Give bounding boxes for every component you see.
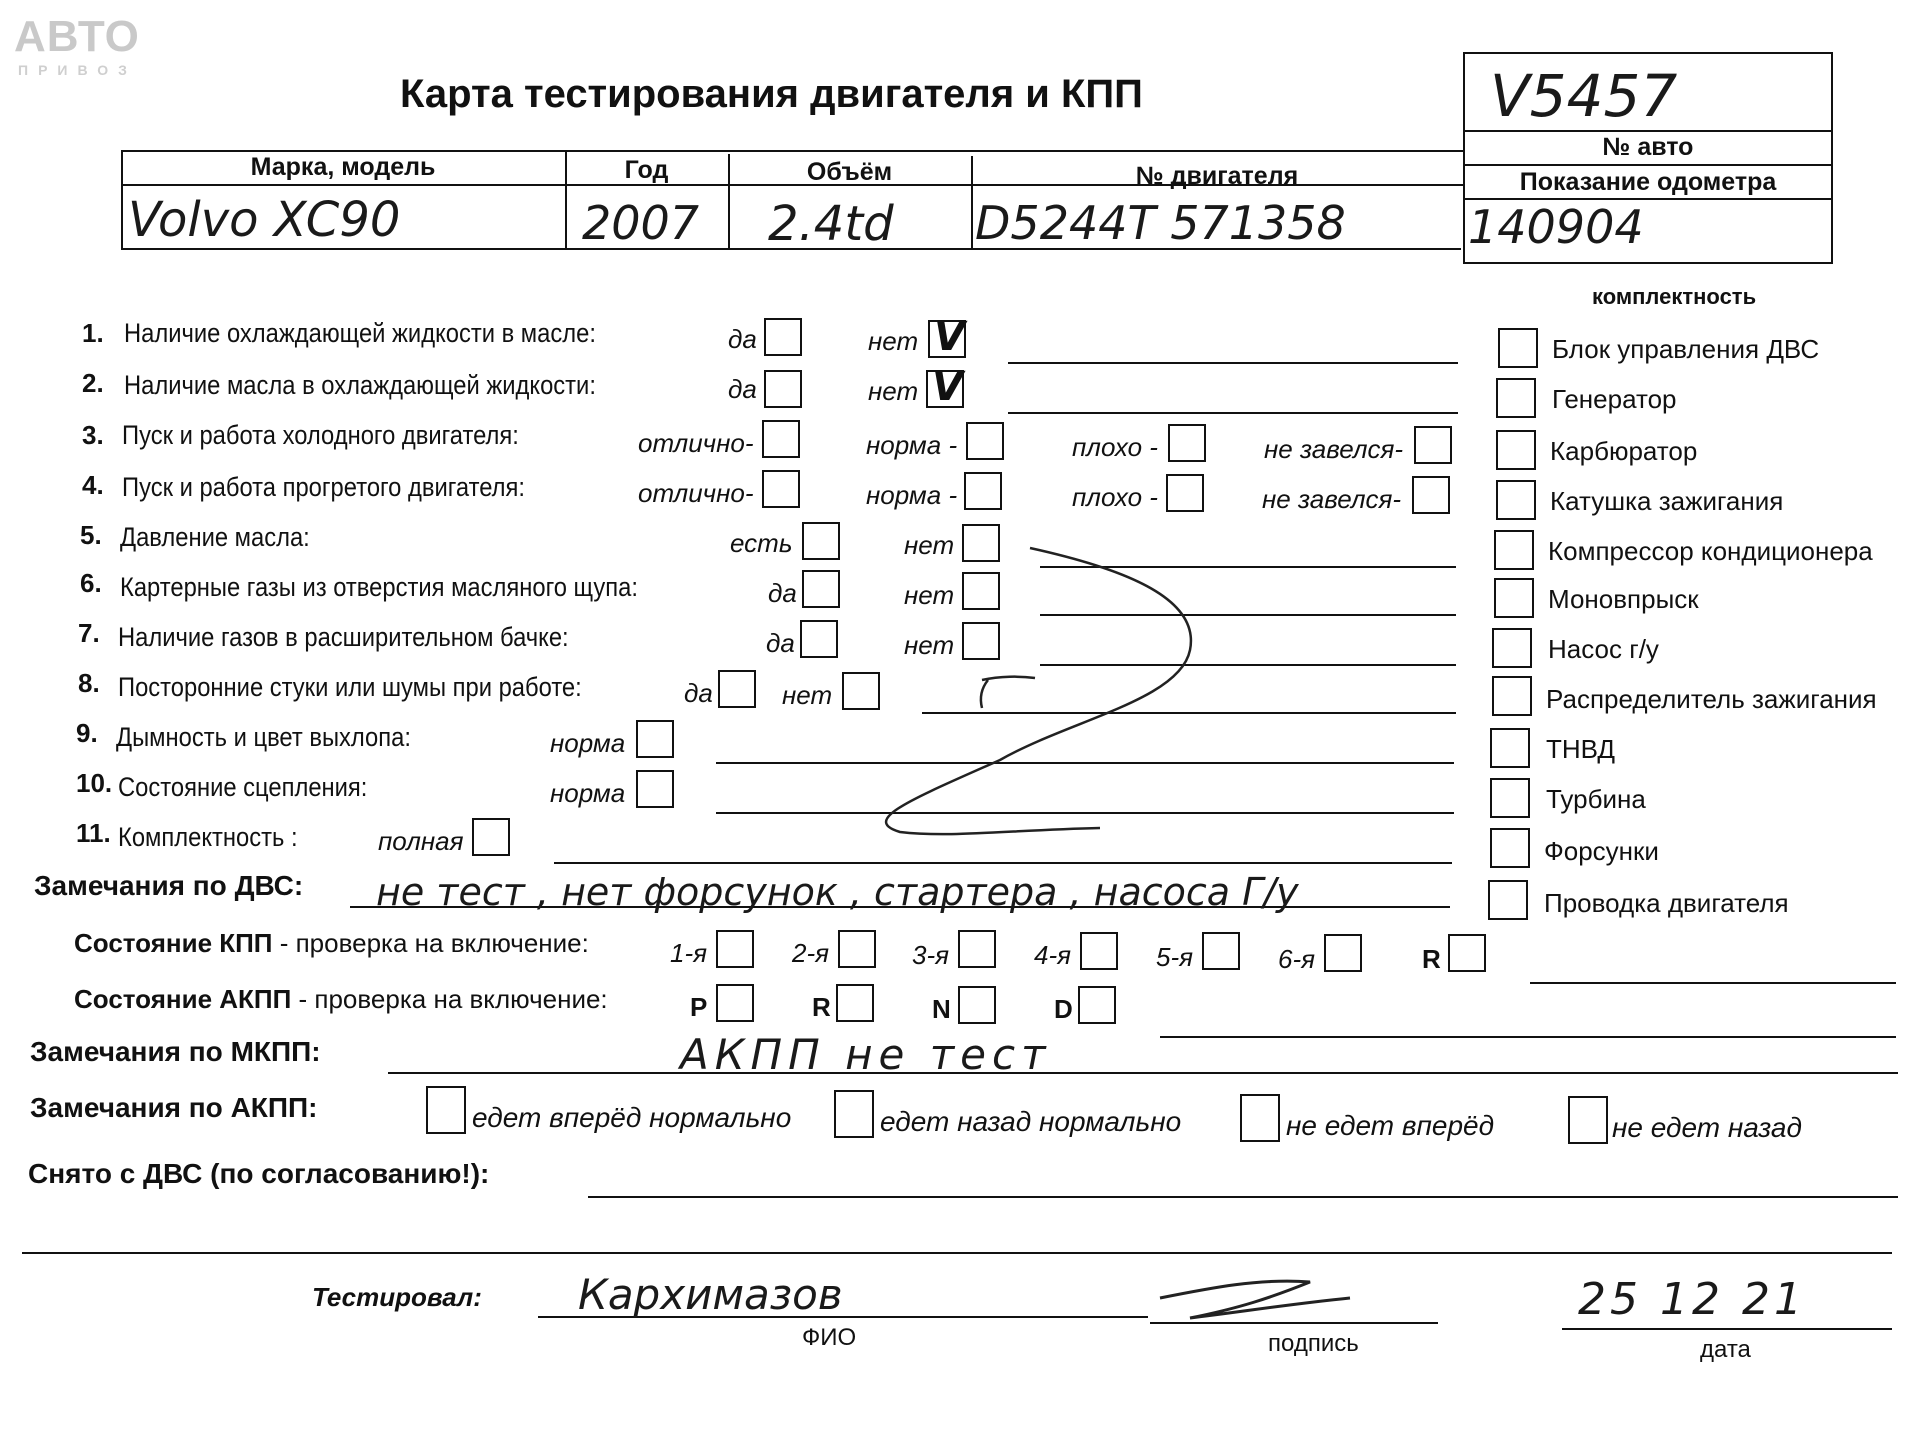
header-odometer-label: Показание одометра: [1519, 168, 1777, 196]
mode-label: P: [690, 992, 708, 1022]
odometer-value: 140904: [1468, 200, 1644, 254]
logo-main-text: АВТО: [14, 12, 140, 61]
akpp-no-forward-checkbox[interactable]: [1240, 1094, 1280, 1142]
remarks-akpp-label: Замечания по АКПП:: [30, 1092, 318, 1123]
gear-r-checkbox[interactable]: [1448, 934, 1486, 972]
question-number: 8.: [78, 668, 100, 698]
checkbox-q5-yes[interactable]: [802, 522, 840, 560]
option-label: да: [728, 324, 757, 354]
option-label: да: [684, 678, 713, 708]
check-mark: V: [934, 314, 965, 360]
komplekt-item: ТНВД: [1546, 734, 1616, 764]
logo-sub-text: ПРИВОЗ: [18, 62, 137, 78]
fio-label: ФИО: [802, 1324, 857, 1351]
checkbox-q1-no[interactable]: [928, 314, 966, 360]
question-text: Давление масла:: [120, 522, 310, 552]
option-label: норма: [550, 728, 626, 758]
checkbox-q11-full[interactable]: [472, 818, 510, 856]
komplekt-checkbox[interactable]: [1490, 728, 1530, 768]
volume-value: 2.4td: [768, 196, 894, 252]
checkbox-q4-no-start[interactable]: [1412, 476, 1450, 514]
checkbox-q7-yes[interactable]: [800, 620, 838, 658]
answer-line: [554, 862, 1452, 864]
logo: [14, 12, 154, 78]
mode-label: R: [812, 992, 831, 1022]
gear-6-checkbox[interactable]: [1324, 934, 1362, 972]
komplekt-item: Проводка двигателя: [1544, 888, 1789, 918]
question-text: Наличие газов в расширительном бачке:: [118, 622, 569, 652]
akpp-label-rest: - проверка на включение:: [291, 984, 608, 1014]
question-text: Состояние сцепления:: [118, 772, 368, 802]
question-number: 1.: [82, 318, 104, 348]
akpp-no-backward-checkbox[interactable]: [1568, 1096, 1608, 1144]
question-text: Картерные газы из отверстия масляного щупа:: [120, 572, 638, 602]
komplekt-checkbox[interactable]: [1492, 628, 1532, 668]
question-text: Комплектность :: [118, 822, 298, 852]
checkbox-q9-normal[interactable]: [636, 720, 674, 758]
komplekt-checkbox[interactable]: [1494, 578, 1534, 618]
option-label: да: [728, 374, 757, 404]
header-engine-label: № двигателя: [1135, 162, 1299, 190]
akpp-option-label: едет назад нормально: [880, 1106, 1182, 1137]
option-label: есть: [730, 528, 793, 558]
checkbox-q2-yes[interactable]: [764, 370, 802, 408]
checkbox-q3-normal[interactable]: [966, 422, 1004, 460]
table-line-top: [121, 150, 1463, 152]
gear-label: 4-я: [1034, 940, 1072, 970]
remarks-mkpp-value: АКПП не тест: [680, 1030, 1052, 1079]
option-label: да: [768, 578, 797, 608]
gear-label: 6-я: [1278, 944, 1316, 974]
akpp-label: [74, 984, 608, 1015]
question-number: 3.: [82, 420, 104, 450]
kpp-label-rest: - проверка на включение:: [272, 928, 589, 958]
page-title: Карта тестирования двигателя и КПП: [400, 72, 1143, 116]
option-label: нет: [782, 680, 833, 710]
strike-squiggle: [870, 540, 1230, 840]
komplekt-checkbox[interactable]: [1492, 676, 1532, 716]
kpp-label: [74, 928, 589, 959]
checkbox-q10-normal[interactable]: [636, 770, 674, 808]
akpp-option-label: не едет назад: [1612, 1112, 1802, 1143]
gear-label: 1-я: [670, 938, 708, 968]
komplekt-item: Катушка зажигания: [1550, 486, 1784, 516]
komplekt-checkbox[interactable]: [1496, 480, 1536, 520]
check-mark: V: [932, 364, 963, 410]
gear-label: 5-я: [1156, 942, 1194, 972]
option-label: норма -: [866, 480, 958, 510]
odometer-box-line: [1463, 130, 1833, 132]
mode-n-checkbox[interactable]: [958, 986, 996, 1024]
gear-label: 2-я: [792, 938, 830, 968]
kpp-label-bold: Состояние КПП: [74, 928, 273, 958]
answer-line: [1008, 412, 1458, 414]
question-text: Наличие охлаждающей жидкости в масле:: [124, 318, 596, 348]
option-label: полная: [378, 826, 464, 856]
engine-no-value: D5244T 571358: [975, 196, 1346, 250]
option-label: отлично-: [638, 428, 754, 458]
gear-1-checkbox[interactable]: [716, 930, 754, 968]
checkbox-q3-bad[interactable]: [1168, 424, 1206, 462]
kpp-line: [1530, 982, 1896, 984]
option-label: отлично-: [638, 478, 754, 508]
komplekt-checkbox[interactable]: [1494, 530, 1534, 570]
mode-p-checkbox[interactable]: [716, 984, 754, 1022]
header-year-label: Год: [624, 156, 669, 184]
checkbox-q3-excellent[interactable]: [762, 420, 800, 458]
question-number: 11.: [76, 818, 111, 848]
komplekt-checkbox[interactable]: [1490, 828, 1530, 868]
question-text: Пуск и работа прогретого двигателя:: [122, 472, 525, 502]
sign-label: подпись: [1268, 1330, 1359, 1357]
checkbox-q4-excellent[interactable]: [762, 470, 800, 508]
gear-label: 3-я: [912, 940, 950, 970]
option-label: не завелся-: [1262, 484, 1402, 514]
checkbox-q4-bad[interactable]: [1166, 474, 1204, 512]
year-value: 2007: [582, 196, 700, 250]
checkbox-q3-no-start[interactable]: [1414, 426, 1452, 464]
remarks-mkpp-line: [388, 1072, 1898, 1074]
question-text: Наличие масла в охлаждающей жидкости:: [124, 370, 596, 400]
signature-mark: [1150, 1268, 1380, 1328]
question-text: Дымность и цвет выхлопа:: [116, 722, 411, 752]
question-number: 4.: [82, 470, 104, 500]
gear-3-checkbox[interactable]: [958, 930, 996, 968]
komplekt-checkbox[interactable]: [1496, 378, 1536, 418]
question-number: 2.: [82, 368, 104, 398]
komplekt-item: Карбюратор: [1550, 436, 1698, 466]
auto-no-value: V5457: [1490, 62, 1678, 130]
option-label: плохо -: [1072, 432, 1158, 462]
option-label: нет: [904, 630, 955, 660]
date-label: дата: [1700, 1336, 1751, 1363]
mode-d-checkbox[interactable]: [1078, 986, 1116, 1024]
checkbox-q4-normal[interactable]: [964, 472, 1002, 510]
option-label: плохо -: [1072, 482, 1158, 512]
akpp-option-label: едет вперёд нормально: [472, 1102, 792, 1133]
answer-line: [1008, 362, 1458, 364]
akpp-label-bold: Состояние АКПП: [74, 984, 292, 1014]
question-number: 5.: [80, 520, 102, 550]
akpp-backward-ok-checkbox[interactable]: [834, 1090, 874, 1138]
option-label: норма -: [866, 430, 958, 460]
question-number: 9.: [76, 718, 98, 748]
komplekt-checkbox[interactable]: [1498, 328, 1538, 368]
gear-5-checkbox[interactable]: [1202, 932, 1240, 970]
checkbox-q6-yes[interactable]: [802, 570, 840, 608]
mode-r-checkbox[interactable]: [836, 984, 874, 1022]
komplekt-item: Насос г/у: [1548, 634, 1659, 664]
question-number: 10.: [76, 768, 113, 798]
option-label: не завелся-: [1264, 434, 1404, 464]
tested-label: Тестировал:: [312, 1282, 482, 1312]
question-text: Посторонние стуки или шумы при работе:: [118, 672, 582, 702]
option-label: нет: [868, 326, 919, 356]
removed-line: [588, 1196, 1898, 1198]
date-line: [1562, 1328, 1892, 1330]
fio-value: Кархимазов: [578, 1270, 843, 1319]
mode-label: N: [932, 994, 951, 1024]
option-label: норма: [550, 778, 626, 808]
checkbox-q1-yes[interactable]: [764, 318, 802, 356]
gear-4-checkbox[interactable]: [1080, 932, 1118, 970]
komplekt-item: Генератор: [1552, 384, 1677, 414]
akpp-line: [1160, 1036, 1896, 1038]
komplekt-title: комплектность: [1592, 284, 1757, 309]
akpp-forward-ok-checkbox[interactable]: [426, 1086, 466, 1134]
remarks-mkpp-label: Замечания по МКПП:: [30, 1036, 321, 1067]
komplekt-item: Турбина: [1546, 784, 1646, 814]
option-label: нет: [904, 530, 955, 560]
checkbox-q8-yes[interactable]: [718, 670, 756, 708]
komplekt-item: Компрессор кондиционера: [1548, 536, 1873, 566]
remarks-dvs-label: Замечания по ДВС:: [34, 870, 304, 901]
komplekt-item: Блок управления ДВС: [1552, 334, 1820, 364]
option-label: нет: [868, 376, 919, 406]
question-text: Пуск и работа холодного двигателя:: [122, 420, 519, 450]
komplekt-item: Моновпрыск: [1548, 584, 1699, 614]
odometer-box-line: [1463, 164, 1833, 166]
removed-label: Снято с ДВС (по согласованию!):: [28, 1158, 490, 1189]
komplekt-checkbox[interactable]: [1490, 778, 1530, 818]
remarks-dvs-value: не тест , нет форсунок , стартера , насоса Г/у: [376, 870, 1299, 914]
question-number: 7.: [78, 618, 100, 648]
option-label: нет: [904, 580, 955, 610]
header-brand-label: Марка, модель: [250, 153, 436, 181]
separator-line: [22, 1252, 1892, 1254]
gear-2-checkbox[interactable]: [838, 930, 876, 968]
question-number: 6.: [80, 568, 102, 598]
komplekt-checkbox[interactable]: [1488, 880, 1528, 920]
header-volume-label: Объём: [806, 158, 893, 186]
date-value: 25 12 21: [1578, 1274, 1806, 1325]
mode-label: D: [1054, 994, 1073, 1024]
gear-label: R: [1422, 944, 1441, 974]
brand-value: Volvo XC90: [128, 192, 401, 248]
akpp-option-label: не едет вперёд: [1286, 1110, 1495, 1141]
komplekt-item: Распределитель зажигания: [1546, 684, 1877, 714]
komplekt-checkbox[interactable]: [1496, 430, 1536, 470]
checkbox-q2-no[interactable]: [926, 364, 964, 410]
header-auto-no-label: № авто: [1602, 133, 1694, 161]
komplekt-item: Форсунки: [1544, 836, 1659, 866]
option-label: да: [766, 628, 795, 658]
